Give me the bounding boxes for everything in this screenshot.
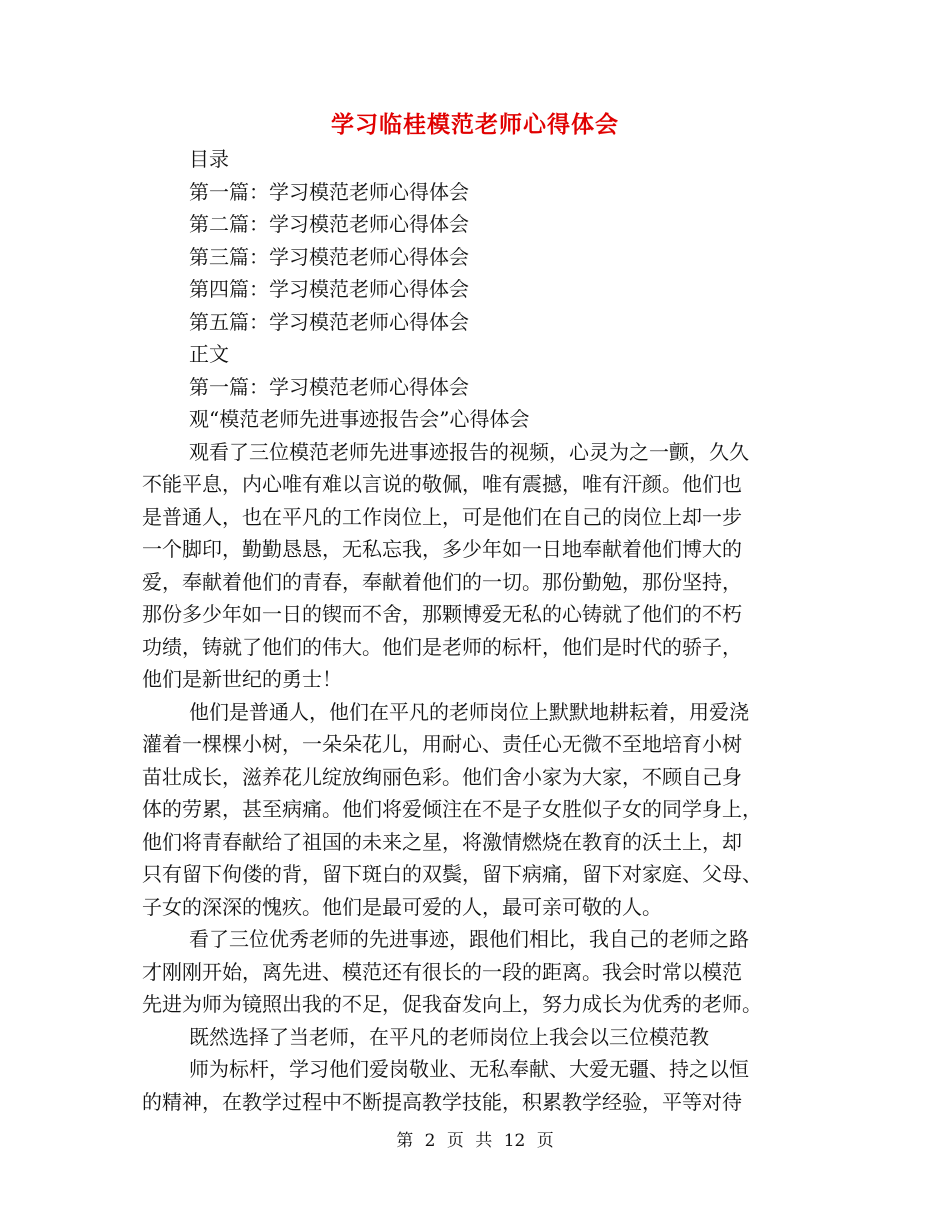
- paragraph-line: 是普通人，也在平凡的工作岗位上，可是他们在自己的岗位上却一步: [142, 504, 742, 529]
- paragraph-4: [142, 1021, 802, 1054]
- paragraph-3: [142, 923, 802, 1021]
- document-title: 学习临桂模范老师心得体会: [331, 112, 619, 138]
- paragraph-line: 苗壮成长，滋养花儿绽放绚丽色彩。他们舍小家为大家，不顾自己身: [142, 764, 742, 789]
- paragraph-line: 灌着一棵棵小树，一朵朵花儿，用耐心、责任心无微不至地培育小树: [142, 732, 742, 756]
- paragraph-line: 他们将青春献给了祖国的未来之星，将激情燃烧在教育的沃土上，却: [142, 829, 742, 854]
- paragraph-line: 那份多少年如一日的锲而不舍，那颗博爱无私的心铸就了他们的不朽: [142, 602, 742, 626]
- section-title: 第一篇：学习模范老师心得体会: [189, 374, 469, 399]
- paragraph-2: [142, 696, 802, 924]
- paragraph-line: 观看了三位模范老师先进事迹报告的视频，心灵为之一颤，久久: [189, 439, 749, 464]
- paragraph-line: 功绩，铸就了他们的伟大。他们是老师的标杆，他们是时代的骄子，: [142, 634, 742, 659]
- paragraph-line: 先进为师为镜照出我的不足，促我奋发向上，努力成长为优秀的老师。: [142, 992, 762, 1016]
- paragraph-line: 师为标杆，学习他们爱岗敬业、无私奉献、大爱无疆、持之以恒: [189, 1057, 749, 1081]
- paragraph-line: 才刚刚开始，离先进、模范还有很长的一段的距离。我会时常以模范: [142, 959, 742, 984]
- toc-item: 第一篇：学习模范老师心得体会: [189, 179, 469, 204]
- article-title: 观“模范老师先进事迹报告会”心得体会: [189, 407, 530, 431]
- paragraph-line: 一个脚印，勤勤恳恳，无私忘我，多少年如一日地奉献着他们博大的: [142, 537, 742, 561]
- toc-item: 第五篇：学习模范老师心得体会: [189, 309, 469, 334]
- paragraph-line: 只有留下佝偻的背，留下斑白的双鬓，留下病痛，留下对家庭、父母、: [142, 862, 762, 886]
- paragraph-line: 既然选择了当老师，在平凡的老师岗位上我会以三位模范教: [189, 1024, 709, 1049]
- paragraph-line: 他们是普通人，他们在平凡的老师岗位上默默地耕耘着，用爱浇: [189, 699, 749, 724]
- body-heading: 正文: [189, 342, 229, 366]
- toc-heading: 目录: [189, 147, 229, 171]
- paragraph-line: 爱，奉献着他们的青春，奉献着他们的一切。那份勤勉，那份坚持，: [142, 569, 742, 594]
- paragraph-1: [142, 436, 802, 696]
- paragraph-line: 看了三位优秀老师的先进事迹，跟他们相比，我自己的老师之路: [189, 927, 749, 951]
- paragraph-line: 不能平息，内心唯有难以言说的敬佩，唯有震撼，唯有汗颜。他们也: [142, 472, 742, 496]
- paragraph-line: 他们是新世纪的勇士！: [142, 667, 342, 691]
- paragraph-5: [142, 1053, 802, 1118]
- paragraph-line: 的精神，在教学过程中不断提高教学技能，积累教学经验，平等对待: [142, 1089, 742, 1114]
- page-footer: 第 2 页 共 12 页: [396, 1131, 554, 1151]
- toc-item: 第四篇：学习模范老师心得体会: [189, 277, 469, 301]
- document-body: [142, 143, 802, 1118]
- paragraph-line: 子女的深深的愧疚。他们是最可爱的人，最可亲可敬的人。: [142, 894, 662, 919]
- toc-item: 第二篇：学习模范老师心得体会: [189, 212, 469, 236]
- paragraph-line: 体的劳累，甚至病痛。他们将爱倾注在不是子女胜似子女的同学身上，: [142, 797, 762, 821]
- toc-item: 第三篇：学习模范老师心得体会: [189, 244, 469, 269]
